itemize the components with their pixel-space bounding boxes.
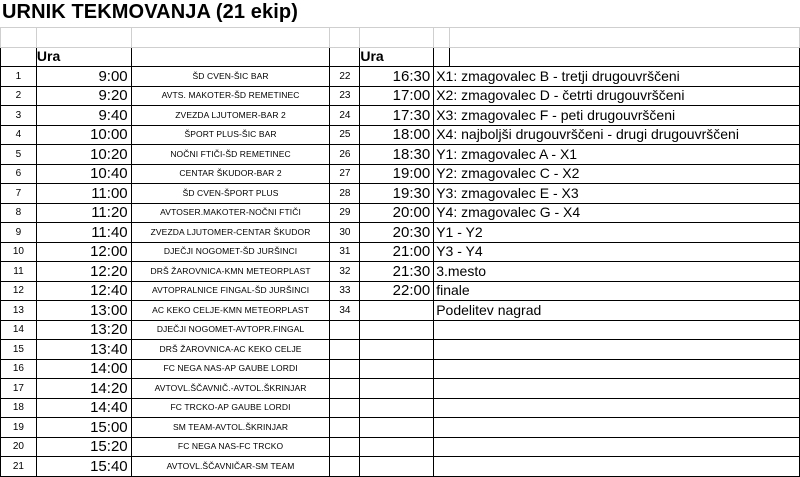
match-time[interactable]: 13:20 (36, 320, 131, 340)
match-pairing[interactable]: SM TEAM-AVTOL.ŠKRINJAR (131, 418, 330, 438)
page-title: URNIK TEKMOVANJA (21 ekip) (2, 1, 298, 23)
match-number[interactable]: 29 (330, 203, 360, 223)
table-row (1, 437, 800, 457)
match-time[interactable]: 17:00 (360, 86, 434, 106)
match-pairing[interactable]: ŠD CVEN-ŠPORT PLUS (131, 184, 330, 204)
match-time[interactable]: 12:40 (36, 281, 131, 301)
header-ura-left[interactable]: Ura (36, 47, 131, 67)
match-number[interactable]: 20 (1, 437, 37, 457)
empty-cell[interactable] (434, 340, 800, 360)
match-pairing[interactable]: AVTOPRALNICE FINGAL-ŠD JURŠINCI (131, 281, 330, 301)
match-time[interactable]: 13:40 (36, 340, 131, 360)
match-time[interactable]: 9:20 (36, 86, 131, 106)
empty-cell[interactable] (360, 457, 434, 477)
match-number[interactable]: 12 (1, 281, 37, 301)
match-time[interactable]: 21:00 (360, 242, 434, 262)
match-pairing[interactable]: DRŠ ŽAROVNICA-KMN METEORPLAST (131, 262, 330, 282)
match-pairing[interactable]: NOČNI FTIČI-ŠD REMETINEC (131, 145, 330, 165)
match-time[interactable]: 19:30 (360, 184, 434, 204)
empty-row (1, 28, 800, 48)
match-number[interactable]: 2 (1, 86, 37, 106)
table-row (1, 418, 800, 438)
empty-cell[interactable] (330, 359, 360, 379)
match-time[interactable]: 11:40 (36, 223, 131, 243)
match-number[interactable]: 1 (1, 67, 37, 87)
match-time[interactable]: 15:00 (36, 418, 131, 438)
match-number[interactable]: 24 (330, 106, 360, 126)
match-time[interactable]: 10:20 (36, 145, 131, 165)
match-number[interactable]: 10 (1, 242, 37, 262)
match-time[interactable]: 18:00 (360, 125, 434, 145)
empty-cell[interactable] (330, 28, 360, 48)
match-time[interactable]: 18:30 (360, 145, 434, 165)
empty-cell[interactable] (131, 28, 330, 48)
match-pairing[interactable]: CENTAR ŠKUDOR-BAR 2 (131, 164, 330, 184)
table-row (1, 340, 800, 360)
empty-cell[interactable] (330, 379, 360, 399)
match-pairing[interactable]: finale (434, 281, 800, 301)
match-pairing[interactable]: X4: najboljši drugouvrščeni - drugi drugouvrščeni (434, 125, 800, 145)
empty-cell[interactable] (450, 28, 800, 48)
match-time[interactable]: 17:30 (360, 106, 434, 126)
empty-cell[interactable] (330, 340, 360, 360)
match-pairing[interactable]: Podelitev nagrad (434, 301, 800, 321)
match-time[interactable]: 19:00 (360, 164, 434, 184)
match-time[interactable]: 11:00 (36, 184, 131, 204)
empty-cell[interactable] (434, 418, 800, 438)
match-pairing[interactable]: AVTOVL.ŠČAVNIČ.-AVTOL.ŠKRINJAR (131, 379, 330, 399)
match-number[interactable]: 17 (1, 379, 37, 399)
empty-cell[interactable] (360, 379, 434, 399)
empty-cell[interactable] (1, 47, 37, 67)
match-time[interactable]: 14:00 (36, 359, 131, 379)
match-number[interactable]: 18 (1, 398, 37, 418)
match-number[interactable]: 5 (1, 145, 37, 165)
table-row (1, 86, 800, 106)
empty-cell[interactable] (434, 359, 800, 379)
match-number[interactable]: 16 (1, 359, 37, 379)
header-ura-right[interactable]: Ura (360, 47, 434, 67)
schedule-table (0, 27, 800, 477)
match-number[interactable]: 6 (1, 164, 37, 184)
match-pairing[interactable]: Y1 - Y2 (434, 223, 800, 243)
empty-cell[interactable] (360, 437, 434, 457)
empty-cell[interactable] (36, 28, 131, 48)
match-time[interactable]: 14:40 (36, 398, 131, 418)
match-time[interactable]: 22:00 (360, 281, 434, 301)
match-number[interactable]: 4 (1, 125, 37, 145)
match-number[interactable]: 13 (1, 301, 37, 321)
match-number[interactable]: 28 (330, 184, 360, 204)
match-time[interactable]: 12:20 (36, 262, 131, 282)
match-time[interactable]: 21:30 (360, 262, 434, 282)
match-number[interactable]: 26 (330, 145, 360, 165)
empty-cell[interactable] (330, 418, 360, 438)
empty-cell[interactable] (434, 320, 800, 340)
empty-cell[interactable] (434, 28, 450, 48)
match-pairing[interactable]: Y3 - Y4 (434, 242, 800, 262)
match-number[interactable]: 32 (330, 262, 360, 282)
match-pairing[interactable]: AVTS. MAKOTER-ŠD REMETINEC (131, 86, 330, 106)
match-pairing[interactable]: AVTOSER.MAKOTER-NOČNI FTIČI (131, 203, 330, 223)
match-pairing[interactable]: AVTOVL.ŠČAVNIČAR-SM TEAM (131, 457, 330, 477)
match-pairing[interactable]: ŠPORT PLUS-ŠIC BAR (131, 125, 330, 145)
match-number[interactable]: 25 (330, 125, 360, 145)
match-number[interactable]: 15 (1, 340, 37, 360)
table-row (1, 281, 800, 301)
match-time[interactable]: 12:00 (36, 242, 131, 262)
empty-cell[interactable] (360, 398, 434, 418)
table-row (1, 223, 800, 243)
table-row (1, 320, 800, 340)
match-number[interactable]: 27 (330, 164, 360, 184)
match-pairing[interactable]: Y1: zmagovalec A - X1 (434, 145, 800, 165)
empty-cell[interactable] (434, 47, 450, 67)
match-time[interactable]: 15:20 (36, 437, 131, 457)
match-pairing[interactable]: DJEČJI NOGOMET-ŠD JURŠINCI (131, 242, 330, 262)
table-row (1, 262, 800, 282)
empty-cell[interactable] (1, 28, 37, 48)
table-row (1, 184, 800, 204)
table-row (1, 457, 800, 477)
match-number[interactable]: 19 (1, 418, 37, 438)
empty-cell[interactable] (131, 47, 330, 67)
match-number[interactable]: 23 (330, 86, 360, 106)
match-time[interactable]: 10:00 (36, 125, 131, 145)
empty-cell[interactable] (330, 320, 360, 340)
table-row (1, 106, 800, 126)
match-pairing[interactable]: Y4: zmagovalec G - X4 (434, 203, 800, 223)
match-number[interactable]: 3 (1, 106, 37, 126)
table-row (1, 301, 800, 321)
empty-cell[interactable] (330, 398, 360, 418)
match-number[interactable]: 34 (330, 301, 360, 321)
match-time[interactable]: 14:20 (36, 379, 131, 399)
match-pairing[interactable]: FC NEGA NAS-AP GAUBE LORDI (131, 359, 330, 379)
match-time[interactable]: 13:00 (36, 301, 131, 321)
match-pairing[interactable]: FC TRCKO-AP GAUBE LORDI (131, 398, 330, 418)
empty-cell[interactable] (360, 359, 434, 379)
empty-cell[interactable] (434, 379, 800, 399)
match-pairing[interactable]: ZVEZDA LJUTOMER-CENTAR ŠKUDOR (131, 223, 330, 243)
match-pairing[interactable]: FC NEGA NAS-FC TRCKO (131, 437, 330, 457)
match-pairing[interactable]: Y3: zmagovalec E - X3 (434, 184, 800, 204)
empty-cell[interactable] (360, 28, 434, 48)
match-time[interactable]: 9:40 (36, 106, 131, 126)
match-time[interactable]: 16:30 (360, 67, 434, 87)
match-number[interactable]: 7 (1, 184, 37, 204)
table-row (1, 145, 800, 165)
match-pairing[interactable]: 3.mesto (434, 262, 800, 282)
match-number[interactable]: 9 (1, 223, 37, 243)
empty-cell[interactable] (434, 398, 800, 418)
empty-cell[interactable] (450, 47, 800, 67)
match-number[interactable]: 30 (330, 223, 360, 243)
empty-cell[interactable] (360, 320, 434, 340)
match-pairing[interactable]: ŠD CVEN-ŠIC BAR (131, 67, 330, 87)
table-row (1, 398, 800, 418)
empty-cell[interactable] (330, 437, 360, 457)
match-pairing[interactable]: ZVEZDA LJUTOMER-BAR 2 (131, 106, 330, 126)
match-number[interactable]: 22 (330, 67, 360, 87)
match-number[interactable]: 11 (1, 262, 37, 282)
empty-cell[interactable] (434, 457, 800, 477)
empty-cell[interactable] (434, 437, 800, 457)
match-pairing[interactable]: DJEČJI NOGOMET-AVTOPR.FINGAL (131, 320, 330, 340)
match-time[interactable]: 11:20 (36, 203, 131, 223)
empty-cell[interactable] (360, 418, 434, 438)
empty-cell[interactable] (330, 47, 360, 67)
match-pairing[interactable]: DRŠ ŽAROVNICA-AC KEKO CELJE (131, 340, 330, 360)
empty-cell[interactable] (360, 340, 434, 360)
match-time[interactable] (360, 301, 434, 321)
match-pairing[interactable]: X1: zmagovalec B - tretji drugouvrščeni (434, 67, 800, 87)
match-number[interactable]: 14 (1, 320, 37, 340)
match-number[interactable]: 31 (330, 242, 360, 262)
table-row (1, 203, 800, 223)
match-pairing[interactable]: X3: zmagovalec F - peti drugouvrščeni (434, 106, 800, 126)
header-row (1, 47, 800, 67)
table-row (1, 67, 800, 87)
match-time[interactable]: 20:00 (360, 203, 434, 223)
match-pairing[interactable]: Y2: zmagovalec C - X2 (434, 164, 800, 184)
table-row (1, 379, 800, 399)
match-time[interactable]: 10:40 (36, 164, 131, 184)
empty-cell[interactable] (330, 457, 360, 477)
match-number[interactable]: 21 (1, 457, 37, 477)
match-pairing[interactable]: X2: zmagovalec D - četrti drugouvrščeni (434, 86, 800, 106)
match-time[interactable]: 20:30 (360, 223, 434, 243)
match-number[interactable]: 8 (1, 203, 37, 223)
table-row (1, 242, 800, 262)
table-row (1, 125, 800, 145)
match-number[interactable]: 33 (330, 281, 360, 301)
match-time[interactable]: 15:40 (36, 457, 131, 477)
match-pairing[interactable]: AC KEKO CELJE-KMN METEORPLAST (131, 301, 330, 321)
table-row (1, 164, 800, 184)
match-time[interactable]: 9:00 (36, 67, 131, 87)
table-row (1, 359, 800, 379)
